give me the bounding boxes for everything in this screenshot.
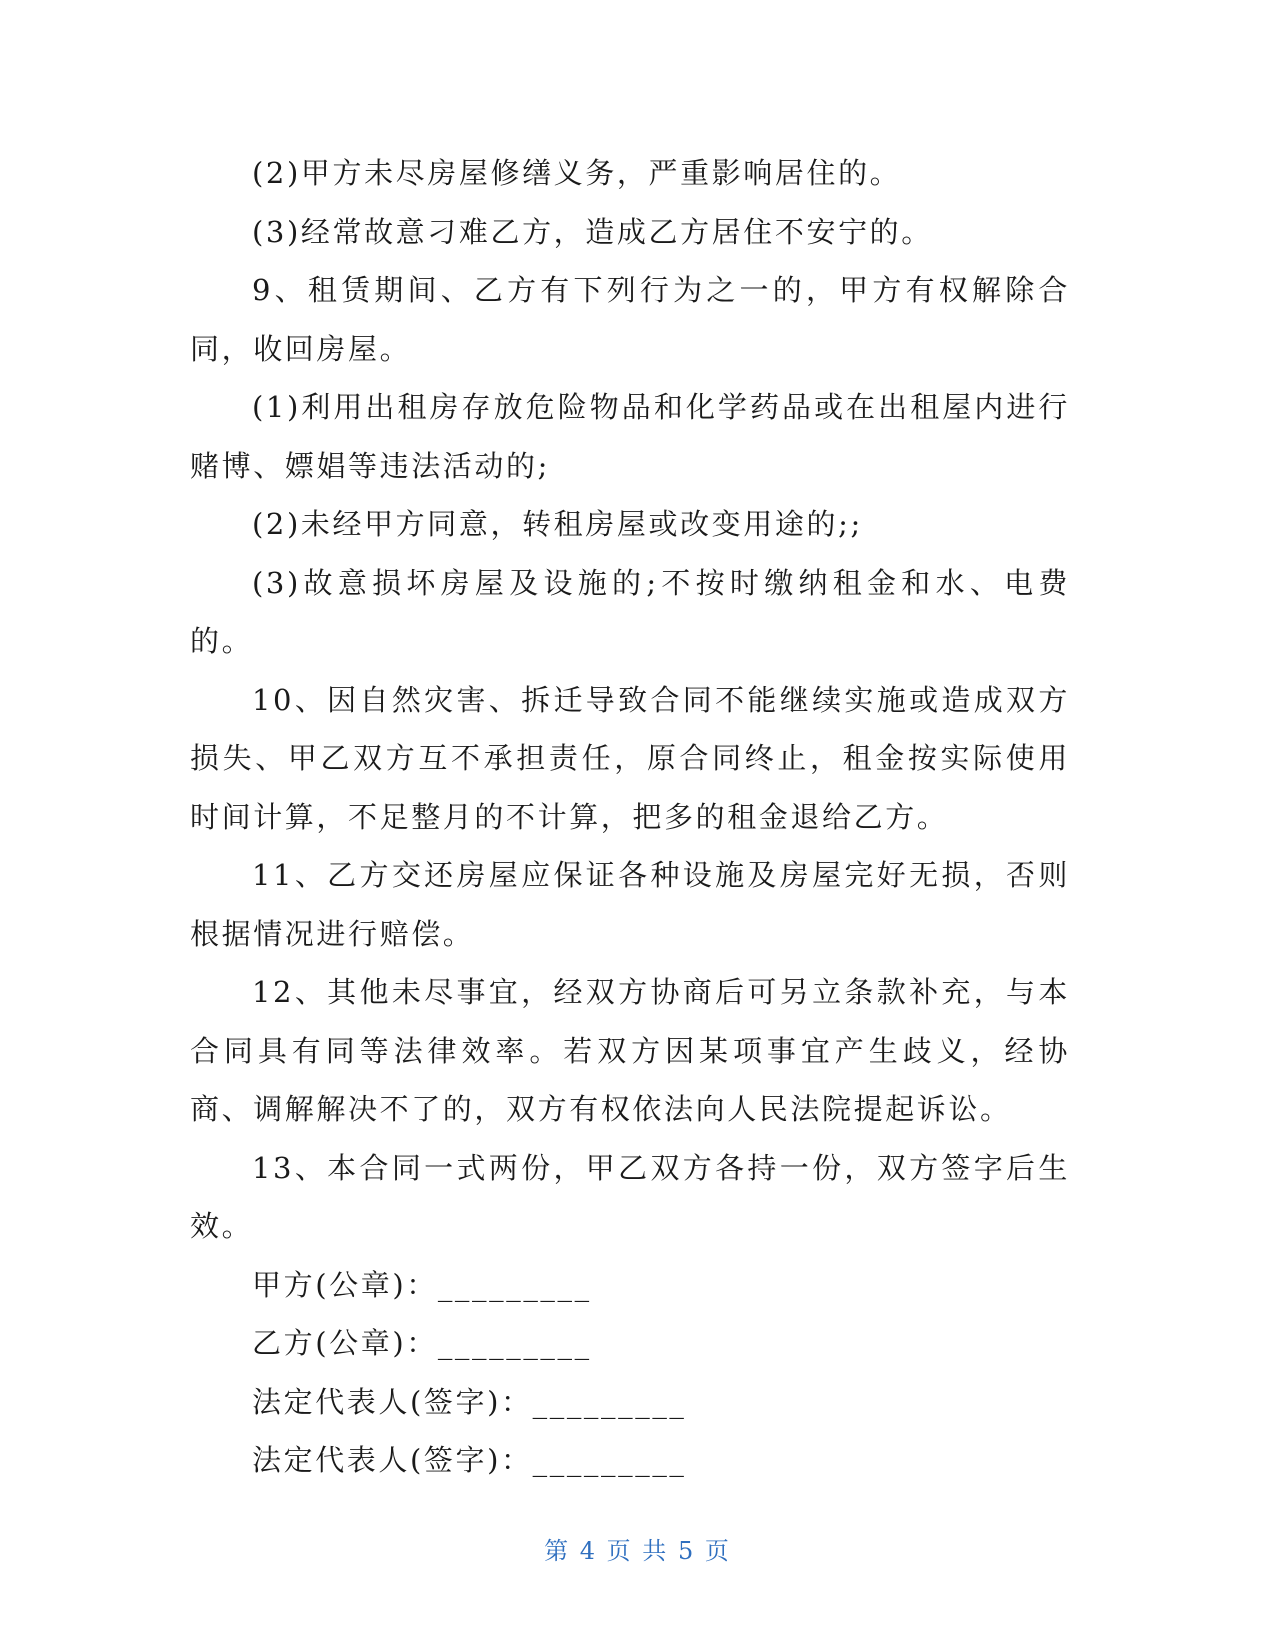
party-a-seal-line: 甲方(公章)：_________ xyxy=(252,1267,592,1302)
clause-12: 12、其他未尽事宜，经双方协商后可另立条款补充，与本合同具有同等法律效率。若双方因某项事宜产生歧义，经协商、调解解决不了的，双方有权依法向人民法院提起诉讼。 xyxy=(190,975,1070,1126)
clause-9-item-2: (2)未经甲方同意，转租房屋或改变用途的;; xyxy=(252,507,863,541)
page-footer: 第 4 页 共 5 页 xyxy=(544,1537,731,1565)
clause-10: 10、因自然灾害、拆迁导致合同不能继续实施或造成双方损失、甲乙双方互不承担责任，原合同终止，租金按实际使用时间计算，不足整月的不计算，把多的租金退给乙方。 xyxy=(190,682,1070,834)
clause-9-item-3: (3)故意损坏房屋及设施的;不按时缴纳租金和水、电费的。 xyxy=(190,565,1070,658)
clause-8-item-3: (3)经常故意刁难乙方，造成乙方居住不安宁的。 xyxy=(252,214,933,249)
legal-rep-signature-line-1: 法定代表人(签字)：_________ xyxy=(252,1384,687,1419)
clause-9-item-1: (1)利用出租房存放危险物品和化学药品或在出租屋内进行赌博、嫖娼等违法活动的; xyxy=(190,390,1070,483)
clause-11: 11、乙方交还房屋应保证各种设施及房屋完好无损，否则根据情况进行赔偿。 xyxy=(190,858,1070,951)
document-body xyxy=(190,144,1070,1490)
clause-13: 13、本合同一式两份，甲乙双方各持一份，双方签字后生效。 xyxy=(190,1150,1070,1243)
party-b-seal-line: 乙方(公章)：_________ xyxy=(252,1326,592,1360)
clause-9: 9、租赁期间、乙方有下列行为之一的，甲方有权解除合同，收回房屋。 xyxy=(190,273,1070,366)
clause-8-item-2: (2)甲方未尽房屋修缮义务，严重影响居住的。 xyxy=(252,156,902,190)
legal-rep-signature-line-2: 法定代表人(签字)：_________ xyxy=(252,1443,687,1477)
